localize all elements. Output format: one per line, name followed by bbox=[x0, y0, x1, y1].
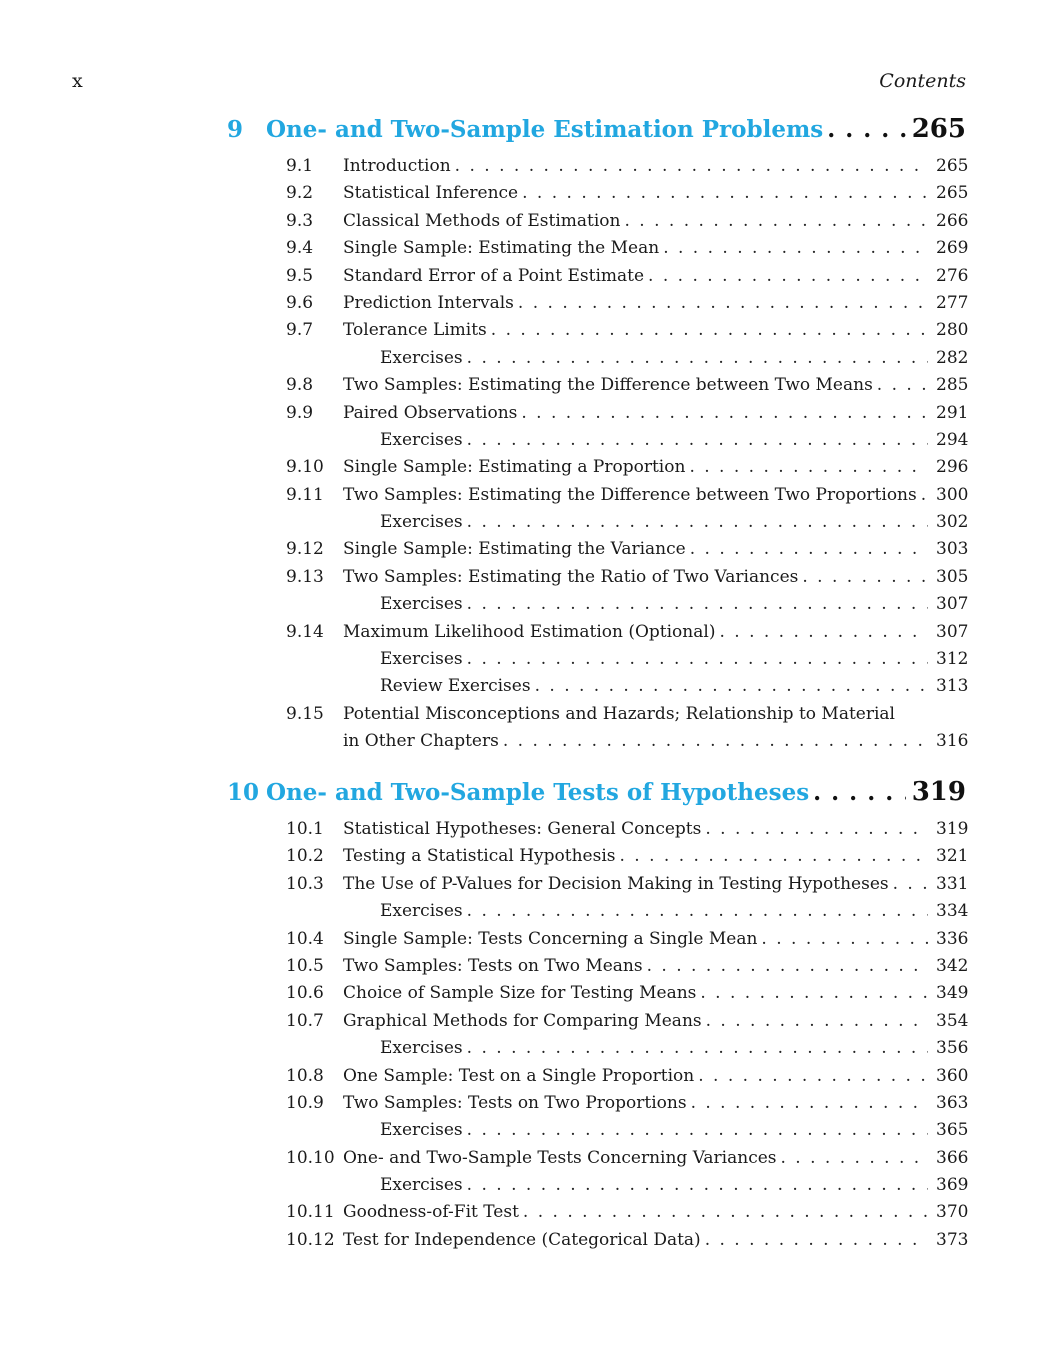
entry-page: 307 bbox=[936, 594, 969, 615]
chapter-entries bbox=[227, 819, 969, 1257]
entry-page: 354 bbox=[936, 1010, 969, 1031]
entry-title: Potential Misconceptions and Hazards; Relationship to Material bbox=[343, 703, 895, 724]
entry-title: Exercises bbox=[380, 1175, 463, 1196]
toc-entry[interactable] bbox=[227, 265, 969, 293]
entry-page: 313 bbox=[936, 676, 969, 697]
toc-entry[interactable] bbox=[227, 983, 969, 1010]
section-number: 10.12 bbox=[286, 1229, 335, 1250]
toc-entry[interactable] bbox=[227, 1010, 969, 1038]
entry-page: 265 bbox=[936, 156, 969, 176]
entry-title: The Use of P-Values for Decision Making in Testing Hypotheses bbox=[343, 873, 889, 894]
section-number: 9.3 bbox=[286, 210, 314, 231]
dot-leader bbox=[620, 846, 929, 866]
dot-leader bbox=[467, 348, 928, 368]
dot-leader bbox=[921, 485, 928, 505]
toc-entry[interactable] bbox=[227, 402, 969, 430]
dot-leader bbox=[467, 594, 928, 614]
dot-leader bbox=[467, 1175, 928, 1195]
dot-leader bbox=[467, 512, 928, 532]
chapter-10 bbox=[227, 777, 969, 1257]
entry-title: Classical Methods of Estimation bbox=[343, 210, 621, 231]
toc-entry[interactable] bbox=[227, 621, 969, 649]
toc-entry[interactable] bbox=[227, 457, 969, 484]
entry-title: Exercises bbox=[380, 1038, 463, 1059]
toc-entry[interactable] bbox=[227, 484, 969, 512]
toc-entry[interactable] bbox=[227, 594, 969, 621]
section-number: 9.1 bbox=[286, 156, 314, 176]
chapter-heading[interactable] bbox=[227, 777, 966, 819]
dot-leader bbox=[700, 983, 928, 1003]
entry-title: Choice of Sample Size for Testing Means bbox=[343, 983, 697, 1004]
dot-leader bbox=[647, 956, 928, 976]
chapter-heading[interactable] bbox=[227, 114, 966, 156]
section-number: 10.11 bbox=[286, 1202, 335, 1223]
section-number: 10.9 bbox=[286, 1092, 324, 1113]
entry-title: One- and Two-Sample Tests Concerning Variances bbox=[343, 1147, 777, 1168]
entry-title: Exercises bbox=[380, 649, 463, 670]
toc-entry[interactable] bbox=[227, 1147, 969, 1175]
entry-page: 312 bbox=[936, 649, 969, 670]
entry-title: Exercises bbox=[380, 512, 463, 533]
dot-leader bbox=[706, 1011, 928, 1031]
entry-title: Statistical Inference bbox=[343, 183, 519, 204]
dot-leader bbox=[802, 567, 928, 587]
dot-leader bbox=[877, 375, 928, 395]
toc-entry[interactable] bbox=[227, 539, 969, 566]
chapter-number: 9 bbox=[227, 116, 244, 143]
chapter-9 bbox=[227, 114, 969, 759]
toc-entry[interactable] bbox=[227, 901, 969, 928]
entry-title: Single Sample: Tests Concerning a Single Mean bbox=[343, 928, 758, 949]
entry-page: 334 bbox=[936, 901, 969, 922]
entry-page: 365 bbox=[936, 1120, 969, 1141]
entry-page: 366 bbox=[936, 1147, 969, 1168]
entry-page: 363 bbox=[936, 1092, 969, 1113]
entry-title: Two Samples: Tests on Two Means bbox=[343, 955, 643, 976]
section-number: 9.5 bbox=[286, 265, 314, 286]
entry-page: 349 bbox=[936, 983, 969, 1004]
section-number: 10.10 bbox=[286, 1147, 335, 1168]
chapter-page: 319 bbox=[911, 777, 966, 807]
section-number: 10.4 bbox=[286, 928, 324, 949]
toc-entry[interactable] bbox=[227, 649, 969, 676]
entry-title: Exercises bbox=[380, 429, 463, 450]
toc-entry[interactable] bbox=[227, 846, 969, 873]
section-number: 9.9 bbox=[286, 402, 314, 423]
entry-page: 291 bbox=[936, 402, 969, 423]
dot-leader bbox=[761, 929, 928, 949]
entry-page: 302 bbox=[936, 512, 969, 533]
entry-page: 303 bbox=[936, 539, 969, 560]
running-title: Contents bbox=[879, 70, 966, 92]
toc-entry[interactable] bbox=[227, 955, 969, 983]
entry-title: in Other Chapters bbox=[343, 731, 499, 752]
dot-leader bbox=[813, 779, 906, 806]
entry-page: 356 bbox=[936, 1038, 969, 1059]
toc-entry[interactable] bbox=[227, 1175, 969, 1202]
section-number: 9.6 bbox=[286, 292, 314, 313]
section-number: 9.15 bbox=[286, 703, 324, 724]
toc-entry[interactable] bbox=[227, 1038, 969, 1065]
running-head bbox=[72, 70, 966, 94]
toc-entry[interactable] bbox=[227, 731, 969, 758]
entry-title: Statistical Hypotheses: General Concepts bbox=[343, 819, 702, 839]
chapter-number: 10 bbox=[227, 779, 260, 806]
entry-page: 331 bbox=[936, 873, 969, 894]
toc-entry[interactable] bbox=[227, 512, 969, 539]
entry-page: 369 bbox=[936, 1175, 969, 1196]
section-number: 10.2 bbox=[286, 846, 324, 867]
entry-title: Exercises bbox=[380, 347, 463, 368]
dot-leader bbox=[455, 156, 928, 176]
dot-leader bbox=[521, 403, 928, 423]
entry-page: 307 bbox=[936, 621, 969, 642]
entry-page: 373 bbox=[936, 1229, 969, 1250]
entry-title: Standard Error of a Point Estimate bbox=[343, 265, 645, 286]
entry-page: 294 bbox=[936, 429, 969, 450]
toc-entry[interactable] bbox=[227, 238, 969, 265]
entry-title: Single Sample: Estimating the Variance bbox=[343, 539, 686, 560]
toc-entry[interactable] bbox=[227, 1065, 969, 1093]
dot-leader bbox=[690, 539, 928, 559]
toc-entry[interactable] bbox=[227, 1120, 969, 1147]
entry-title: Tolerance Limits bbox=[343, 320, 487, 341]
dot-leader bbox=[689, 457, 928, 477]
entry-page: 321 bbox=[936, 846, 969, 867]
entry-page: 266 bbox=[936, 210, 969, 231]
entry-title: Exercises bbox=[380, 594, 463, 615]
dot-leader bbox=[663, 238, 928, 258]
entry-page: 280 bbox=[936, 320, 969, 341]
entry-title: Introduction bbox=[343, 156, 451, 176]
entry-title: Paired Observations bbox=[343, 402, 518, 423]
dot-leader bbox=[467, 901, 928, 921]
entry-title: Exercises bbox=[380, 901, 463, 922]
section-number: 10.3 bbox=[286, 873, 324, 894]
dot-leader bbox=[518, 293, 928, 313]
section-number: 9.2 bbox=[286, 183, 314, 204]
toc-entry[interactable] bbox=[227, 1202, 969, 1229]
dot-leader bbox=[827, 116, 905, 143]
dot-leader bbox=[467, 1120, 928, 1140]
entry-page: 300 bbox=[936, 484, 969, 505]
toc-entry[interactable] bbox=[227, 183, 969, 210]
dot-leader bbox=[522, 183, 928, 203]
entry-title: Two Samples: Estimating the Ratio of Two Variances bbox=[343, 566, 799, 587]
entry-title: Two Samples: Tests on Two Proportions bbox=[343, 1092, 687, 1113]
chapter-title: One- and Two-Sample Tests of Hypotheses bbox=[266, 779, 810, 806]
toc-entry[interactable] bbox=[227, 928, 969, 956]
entry-page: 342 bbox=[936, 955, 969, 976]
dot-leader bbox=[719, 622, 928, 642]
entry-title: One Sample: Test on a Single Proportion bbox=[343, 1065, 695, 1086]
toc-entry[interactable] bbox=[227, 873, 969, 901]
entry-title: Two Samples: Estimating the Difference between Two Proportions bbox=[343, 484, 917, 505]
dot-leader bbox=[491, 320, 928, 340]
section-number: 10.7 bbox=[286, 1010, 324, 1031]
entry-page: 370 bbox=[936, 1202, 969, 1223]
entry-page: 316 bbox=[936, 731, 969, 752]
dot-leader bbox=[705, 819, 928, 839]
toc-entry[interactable] bbox=[227, 1092, 969, 1120]
section-number: 9.4 bbox=[286, 238, 314, 259]
dot-leader bbox=[781, 1148, 929, 1168]
entry-title: Goodness-of-Fit Test bbox=[343, 1202, 519, 1223]
section-number: 9.11 bbox=[286, 484, 324, 505]
entry-title: Graphical Methods for Comparing Means bbox=[343, 1010, 702, 1031]
toc-entry[interactable] bbox=[227, 704, 966, 731]
section-number: 9.12 bbox=[286, 539, 324, 560]
chapter-page: 265 bbox=[911, 114, 966, 144]
toc-entry[interactable] bbox=[227, 429, 969, 457]
dot-leader bbox=[698, 1066, 928, 1086]
toc-entry[interactable] bbox=[227, 156, 969, 183]
entry-page: 269 bbox=[936, 238, 969, 259]
toc-entry[interactable] bbox=[227, 819, 969, 846]
entry-page: 296 bbox=[936, 457, 969, 478]
section-number: 10.5 bbox=[286, 955, 324, 976]
entry-title: Single Sample: Estimating the Mean bbox=[343, 238, 660, 259]
section-number: 9.14 bbox=[286, 621, 324, 642]
entry-page: 265 bbox=[936, 183, 969, 204]
entry-page: 360 bbox=[936, 1065, 969, 1086]
dot-leader bbox=[503, 731, 928, 751]
dot-leader bbox=[893, 874, 928, 894]
section-number: 10.1 bbox=[286, 819, 324, 839]
entry-page: 336 bbox=[936, 928, 969, 949]
dot-leader bbox=[648, 266, 928, 286]
chapter-title: One- and Two-Sample Estimation Problems bbox=[266, 116, 824, 143]
entry-page: 305 bbox=[936, 566, 969, 587]
dot-leader bbox=[467, 649, 928, 669]
entry-page: 319 bbox=[936, 819, 969, 839]
dot-leader bbox=[467, 1038, 928, 1058]
toc-entry[interactable] bbox=[227, 1229, 969, 1257]
toc-entry[interactable] bbox=[227, 566, 969, 594]
toc-entry[interactable] bbox=[227, 375, 969, 402]
entry-page: 282 bbox=[936, 347, 969, 368]
toc-entry[interactable] bbox=[227, 347, 969, 375]
toc-entry[interactable] bbox=[227, 676, 969, 703]
entry-title: Prediction Intervals bbox=[343, 292, 514, 313]
toc-entry[interactable] bbox=[227, 210, 969, 238]
page-number: x bbox=[72, 70, 83, 92]
entry-title: Test for Independence (Categorical Data) bbox=[343, 1229, 701, 1250]
dot-leader bbox=[467, 430, 928, 450]
section-number: 10.8 bbox=[286, 1065, 324, 1086]
chapter-entries bbox=[227, 156, 969, 759]
entry-title: Review Exercises bbox=[380, 676, 531, 697]
entry-title: Testing a Statistical Hypothesis bbox=[343, 846, 616, 867]
entry-page: 277 bbox=[936, 292, 969, 313]
entry-title: Two Samples: Estimating the Difference between Two Means bbox=[343, 375, 873, 396]
dot-leader bbox=[691, 1093, 928, 1113]
dot-leader bbox=[625, 211, 929, 231]
section-number: 9.8 bbox=[286, 375, 314, 396]
section-number: 9.7 bbox=[286, 320, 314, 341]
entry-page: 285 bbox=[936, 375, 969, 396]
dot-leader bbox=[523, 1202, 928, 1222]
dot-leader bbox=[535, 676, 928, 696]
dot-leader bbox=[705, 1230, 928, 1250]
section-number: 9.10 bbox=[286, 457, 324, 478]
entry-title: Maximum Likelihood Estimation (Optional) bbox=[343, 621, 716, 642]
toc-entry[interactable] bbox=[227, 320, 969, 347]
section-number: 10.6 bbox=[286, 983, 324, 1004]
entry-page: 276 bbox=[936, 265, 969, 286]
entry-title: Exercises bbox=[380, 1120, 463, 1141]
section-number: 9.13 bbox=[286, 566, 324, 587]
toc-entry[interactable] bbox=[227, 292, 969, 320]
entry-title: Single Sample: Estimating a Proportion bbox=[343, 457, 686, 478]
